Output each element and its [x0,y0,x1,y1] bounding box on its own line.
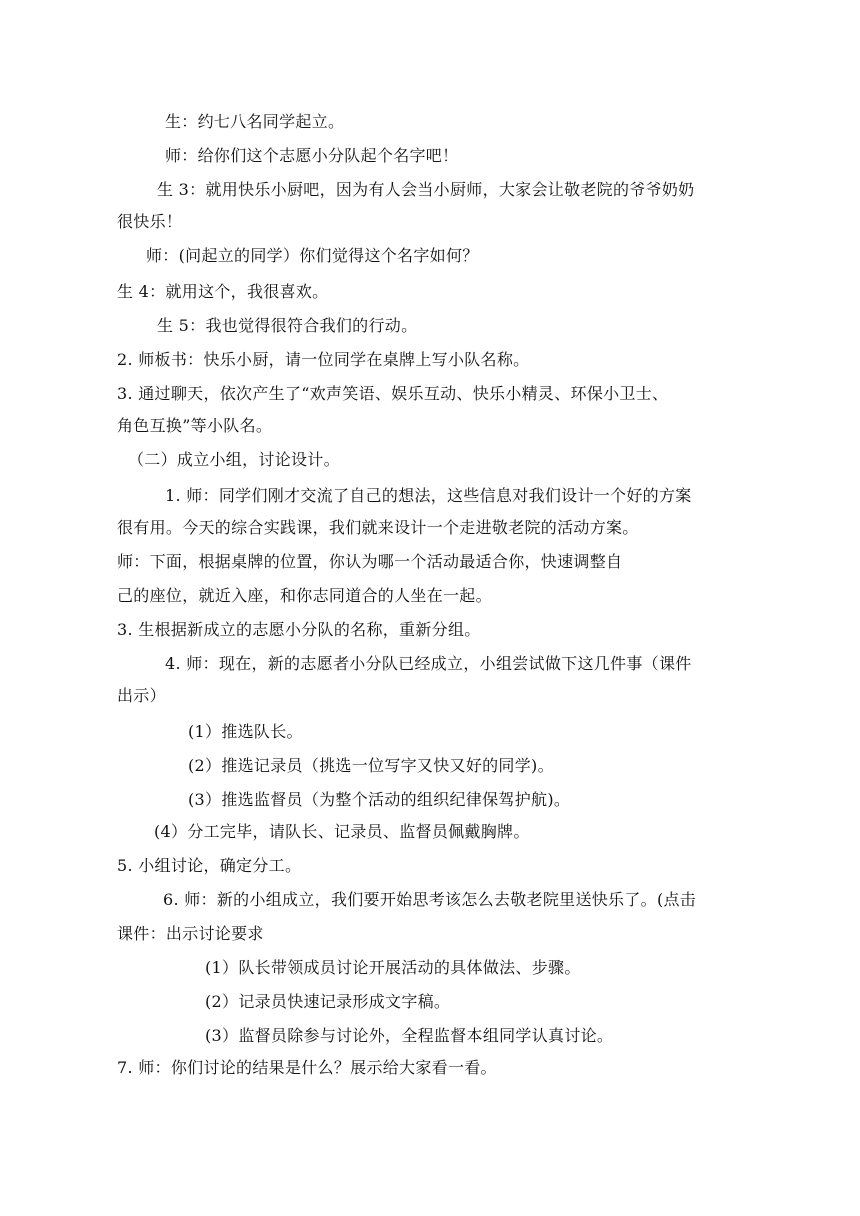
text-line: 很快乐！ [117,212,183,231]
text-line: 7. 师：你们讨论的结果是什么？展示给大家看一看。 [117,1058,497,1077]
text-line: (1）队长带领成员讨论开展活动的具体做法、步骤。 [205,958,581,977]
text-line: 4. 师：现在，新的志愿者小分队已经成立，小组尝试做下这几件事（课件 [165,654,692,673]
text-line: 生 3：就用快乐小厨吧，因为有人会当小厨师，大家会让敬老院的爷爷奶奶 [157,180,695,199]
text-line: 6. 师：新的小组成立，我们要开始思考该怎么去敬老院里送快乐了。(点击 [163,890,697,909]
text-line: (2）推选记录员（挑选一位写字又快又好的同学)。 [188,756,554,775]
text-line: 很有用。今天的综合实践课，我们就来设计一个走进敬老院的活动方案。 [117,518,639,537]
text-line: 师：下面，根据桌牌的位置，你认为哪一个活动最适合你，快速调整自 [117,552,623,571]
text-line: 课件：出示讨论要求 [117,924,264,943]
text-line: 1. 师：同学们刚才交流了自己的想法，这些信息对我们设计一个好的方案 [165,486,692,505]
text-line: 3. 生根据新成立的志愿小分队的名称，重新分组。 [117,620,481,639]
text-line: (2）记录员快速记录形成文字稿。 [205,992,451,1011]
text-line: 师：给你们这个志愿小分队起个名字吧！ [165,146,459,165]
text-line: (1）推选队长。 [188,722,303,741]
text-line: 角色互换”等小队名。 [117,416,273,435]
text-line: 出示） [117,686,166,705]
text-line: (3）推选监督员（为整个活动的组织纪律保驾护航)。 [188,790,571,809]
text-line: 3. 通过聊天，依次产生了“欢声笑语、娱乐互动、快乐小精灵、环保小卫士、 [117,384,669,403]
text-line: (3）监督员除参与讨论外，全程监督本组同学认真讨论。 [205,1026,614,1045]
text-line: 生：约七八名同学起立。 [165,112,345,131]
text-line: 生 4：就用这个，我很喜欢。 [117,282,329,301]
text-line: 师：(问起立的同学）你们觉得这个名字如何？ [146,246,479,265]
text-line: 2. 师板书：快乐小厨，请一位同学在桌牌上写小队名称。 [117,350,530,369]
text-line: （二）成立小组，讨论设计。 [128,450,340,469]
text-line: 己的座位，就近入座，和你志同道合的人坐在一起。 [117,586,492,605]
text-line: 5. 小组讨论，确定分工。 [117,856,302,875]
text-line: 生 5：我也觉得很符合我们的行动。 [157,316,418,335]
text-line: (4）分工完毕，请队长、记录员、监督员佩戴胸牌。 [154,822,530,841]
